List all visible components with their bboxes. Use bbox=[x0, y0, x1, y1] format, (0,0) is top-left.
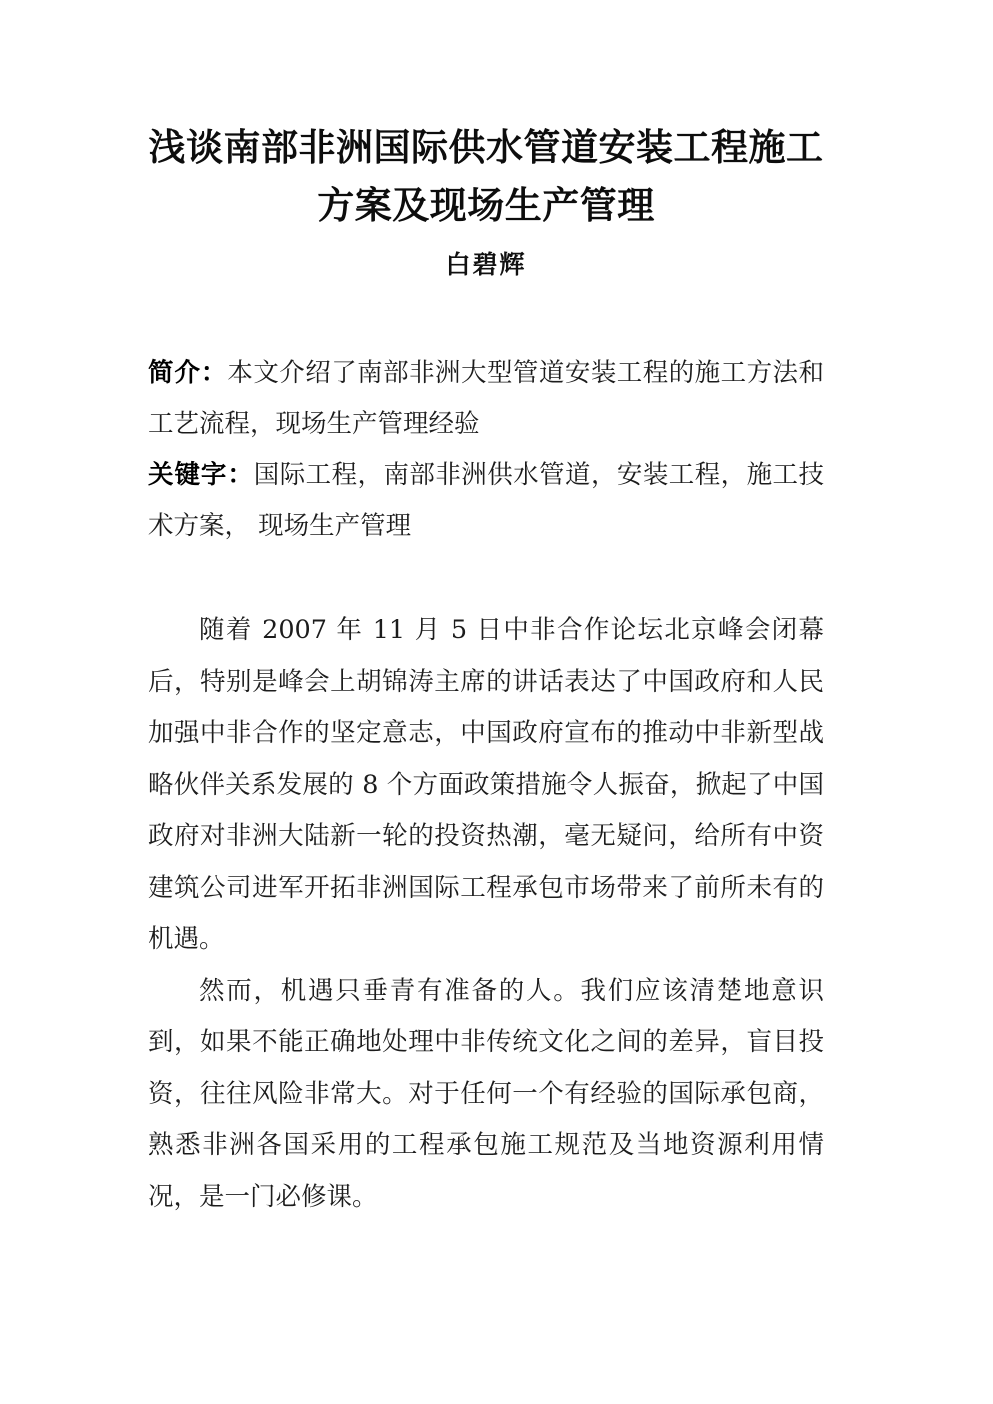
text-column bbox=[148, 0, 824, 1223]
body-paragraph-2: 然而，机遇只垂青有准备的人。我们应该清楚地意识到，如果不能正确地处理中非传统文化之间的差异，盲目投资，往往风险非常大。对于任何一个有经验的国际承包商，熟悉非洲各国采用的工程承包施工规范及当地资源利用情况，是一门必修课。 bbox=[148, 975, 824, 1212]
keywords-row bbox=[148, 450, 824, 552]
title-line-2: 方案及现场生产管理 bbox=[317, 183, 655, 227]
body-paragraph-1: 随着 2007 年 11 月 5 日中非合作论坛北京峰会闭幕后，特别是峰会上胡锦涛主席的讲话表达了中国政府和人民加强中非合作的坚定意志，中国政府宣布的推动中非新型战略伙伴关系发展的 8 个方面政策措施令人振奋，掀起了中国政府对非洲大陆新一轮的投资热潮，毫无疑问，给所有中资建筑公司进军开拓非洲国际工程承包市场带来了前所未有的机遇。 bbox=[148, 615, 824, 954]
title-line-1: 浅谈南部非洲国际供水管道安装工程施工 bbox=[148, 125, 824, 169]
author-name: 白碧辉 bbox=[445, 250, 527, 279]
body-text bbox=[148, 605, 824, 1223]
abstract-row bbox=[148, 348, 824, 450]
keywords-label: 关键字： bbox=[148, 460, 254, 490]
abstract-keywords-block bbox=[148, 348, 824, 552]
keywords-text: 国际工程，南部非洲供水管道，安装工程，施工技术方案， 现场生产管理 bbox=[148, 460, 824, 541]
abstract-label: 简介： bbox=[148, 358, 228, 388]
abstract-text: 本文介绍了南部非洲大型管道安装工程的施工方法和工艺流程，现场生产管理经验 bbox=[148, 358, 824, 439]
page-title bbox=[148, 0, 824, 234]
